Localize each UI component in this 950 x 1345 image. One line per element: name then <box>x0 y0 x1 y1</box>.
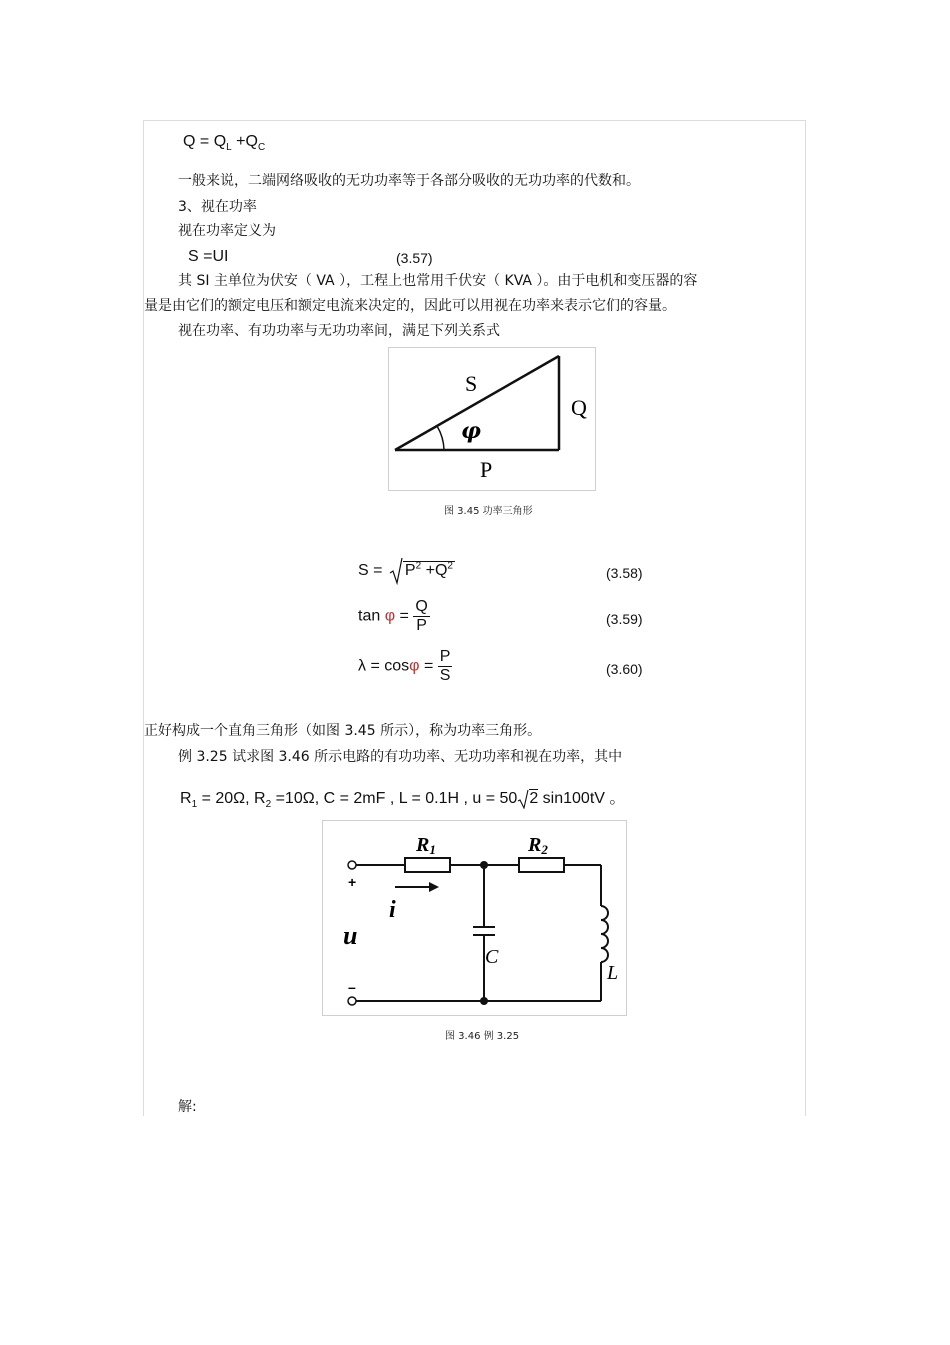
equation-s-ui: S =UI <box>188 248 229 265</box>
equation-number-360: (3.60) <box>606 661 643 677</box>
resistor-r2 <box>519 858 564 872</box>
label-plus: + <box>348 874 357 890</box>
label-c: C <box>485 946 499 968</box>
inductor-l <box>601 906 608 962</box>
equation-params: $R_1 = 20\Omega$, $R_2 =10\Omega$, C = 2mF , L = 0.1H , u = 50 2 sin100tV 。 <box>180 790 626 811</box>
example-statement: 例 3.25 试求图 3.46 所示电路的有功功率、无功功率和视在功率，其中 <box>178 749 623 765</box>
section-heading-apparent-power: 3、视在功率 <box>178 199 257 215</box>
sqrt-sign <box>517 789 529 809</box>
equation-number-358: (3.58) <box>606 565 643 581</box>
paragraph-relation: 视在功率、有功功率与无功功率间，满足下列关系式 <box>178 323 500 339</box>
figure-caption-345: 图 3.45 功率三角形 <box>444 506 533 517</box>
label-r1: R1 <box>416 834 436 857</box>
label-q: Q <box>571 395 587 420</box>
equation-number-359: (3.59) <box>606 611 643 627</box>
equation-q-sum: $Q = Q_L +Q_C$ <box>183 133 266 154</box>
definition-line: 视在功率定义为 <box>178 223 276 239</box>
paragraph-triangle: 正好构成一个直角三角形（如图 3.45 所示），称为功率三角形。 <box>144 723 542 739</box>
sqrt-sign <box>389 557 403 585</box>
paragraph-reactive-sum: 一般来说，二端网络吸收的无功功率等于各部分吸收的无功功率的代数和。 <box>178 173 640 189</box>
label-i: i <box>389 897 396 923</box>
label-r2: R2 <box>528 834 548 857</box>
label-minus: – <box>348 979 356 995</box>
paragraph-units-line1: 其 SI 主单位为伏安（ VA ），工程上也常用千伏安（ KVA ）。由于电机和变压器的容 <box>178 273 698 289</box>
paragraph-units-line2: 量是由它们的额定电压和额定电流来决定的，因此可以用视在功率来表示它们的容量。 <box>144 298 676 314</box>
angle-arc <box>437 426 444 450</box>
label-l: L <box>607 962 619 984</box>
terminal-top <box>348 861 356 869</box>
figure-circuit <box>322 820 627 1016</box>
solution-label: 解: <box>178 1099 197 1115</box>
equation-359: tan φ = $\frac{Q}{P}$ <box>358 598 428 634</box>
resistor-r1 <box>405 858 450 872</box>
equation-358: $S = P^2 +Q^2$ <box>358 557 455 585</box>
node-bottom <box>480 997 488 1005</box>
circuit-diagram <box>323 821 626 1015</box>
label-s: S <box>465 371 478 396</box>
label-p: P <box>480 457 493 482</box>
figure-power-triangle <box>388 347 596 491</box>
equation-360: λ = cosφ = $\frac{P}{S}$ <box>358 648 451 684</box>
label-phi: φ <box>461 418 481 444</box>
power-triangle-diagram <box>389 348 595 490</box>
node-top <box>480 861 488 869</box>
label-u: u <box>343 921 358 950</box>
terminal-bottom <box>348 997 356 1005</box>
figure-caption-346: 图 3.46 例 3.25 <box>445 1031 520 1042</box>
equation-number-357: (3.57) <box>396 250 433 266</box>
